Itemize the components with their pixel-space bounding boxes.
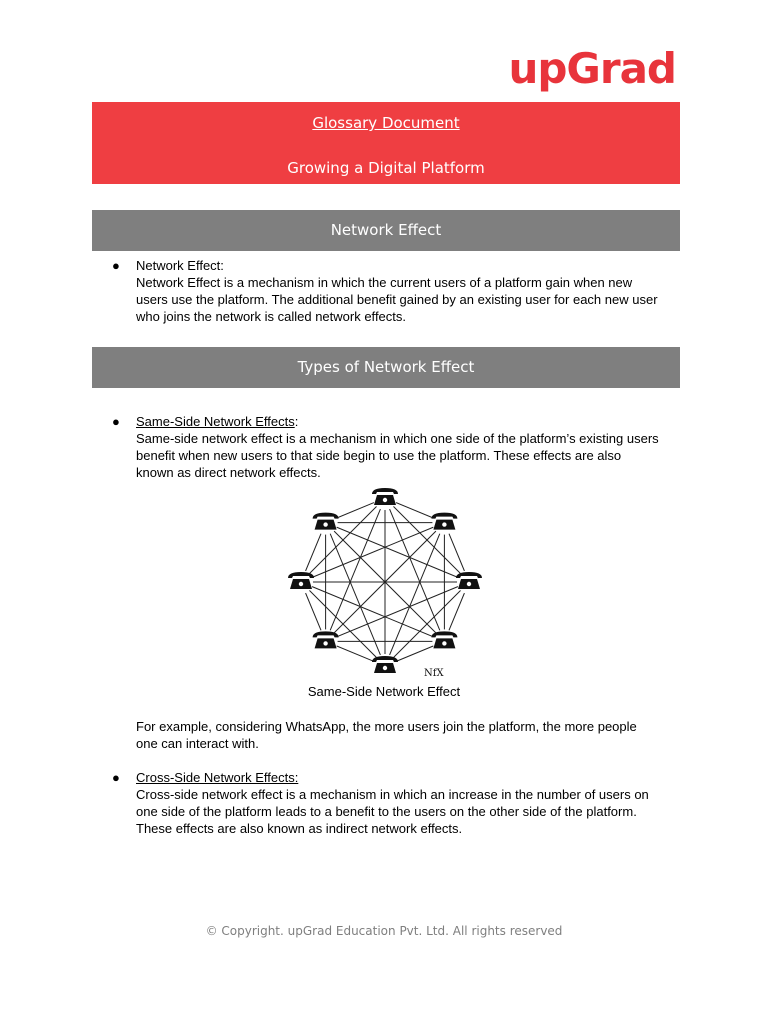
- definition-line: one side of the platform leads to a benefit to the users on the other side of the platform.: [136, 804, 637, 819]
- nfx-mark: NfX: [424, 668, 444, 679]
- copyright-footer: © Copyright. upGrad Education Pvt. Ltd. All rights reserved: [205, 924, 563, 938]
- bullet-dot: ●: [112, 414, 120, 429]
- definition-line: Cross-side network effect is a mechanism in which an increase in the number of users on: [136, 787, 649, 802]
- definition-line: benefit when new users to that side begin to use the platform. These effects are also: [136, 448, 622, 463]
- same-side-label: Same-Side Network Effects: [136, 414, 295, 429]
- document-subtitle: Growing a Digital Platform: [287, 159, 485, 177]
- bullet-dot: ●: [112, 770, 120, 785]
- network-effect-definition: [136, 257, 681, 325]
- example-line: one can interact with.: [136, 736, 259, 751]
- cross-side-label: Cross-Side Network Effects:: [136, 770, 299, 785]
- cross-side-definition: [136, 769, 681, 837]
- document-title: Glossary Document: [312, 114, 460, 132]
- upgrad-logo: upGrad: [508, 44, 676, 93]
- example-line: For example, considering WhatsApp, the more users join the platform, the more people: [136, 719, 637, 734]
- definition-line: Same-side network effect is a mechanism in which one side of the platform’s existing users: [136, 431, 659, 446]
- definition-line: users use the platform. The additional benefit gained by an existing user for each new user: [136, 292, 658, 307]
- same-side-label-row: [136, 413, 681, 430]
- bullet-dot: ●: [112, 258, 120, 273]
- definition-label: Network Effect:: [136, 258, 224, 273]
- definition-line: Network Effect is a mechanism in which the current users of a platform gain when new: [136, 275, 633, 290]
- same-side-definition: [136, 413, 681, 481]
- same-side-network-diagram: [280, 484, 490, 684]
- label-colon: :: [294, 414, 299, 429]
- definition-line: These effects are also known as indirect network effects.: [136, 821, 463, 836]
- section-heading-network-effect: Network Effect: [92, 210, 680, 251]
- definition-line: who joins the network is called network effects.: [136, 309, 407, 324]
- document-header-band: [92, 102, 680, 184]
- section-heading-types: Types of Network Effect: [92, 347, 680, 388]
- definition-line: known as direct network effects.: [136, 465, 321, 480]
- figure-caption: Same-Side Network Effect: [307, 684, 461, 699]
- whatsapp-example: [136, 718, 681, 752]
